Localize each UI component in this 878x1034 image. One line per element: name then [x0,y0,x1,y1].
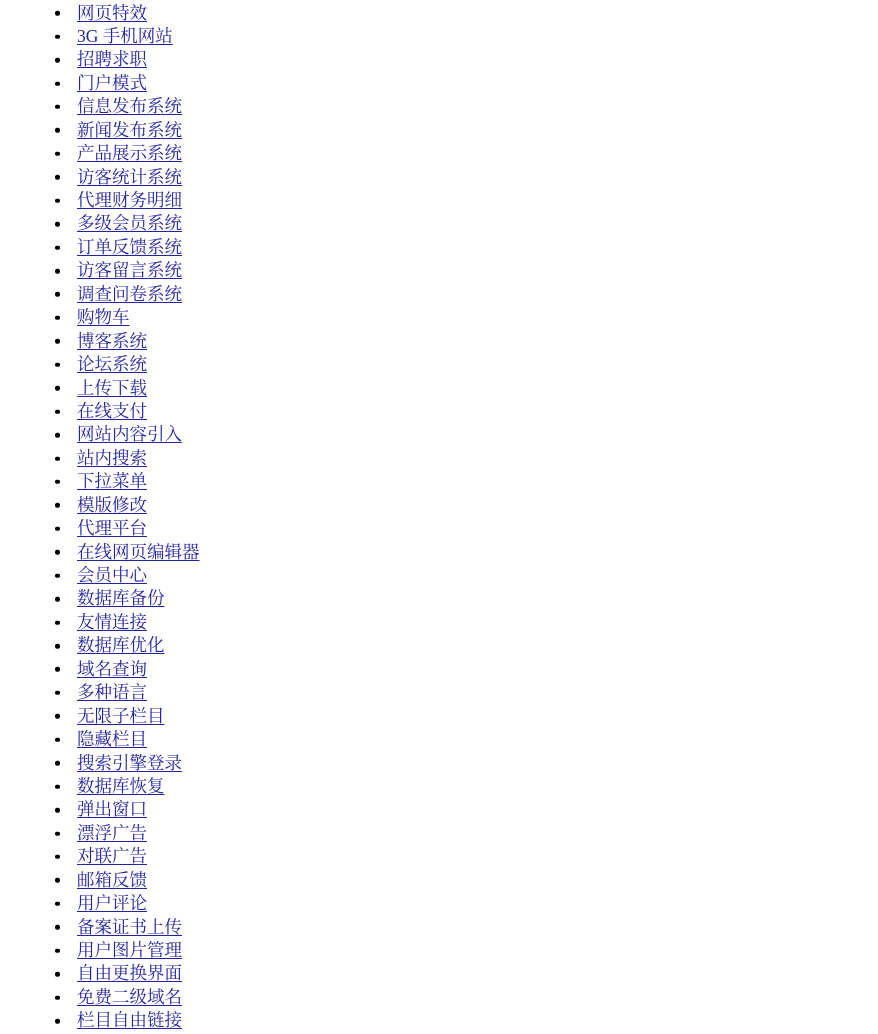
feature-link[interactable]: 调查问卷系统 [77,283,182,304]
feature-list [0,2,878,1033]
bullet-icon [55,831,60,836]
list-item [0,259,878,282]
list-item [0,541,878,564]
feature-link[interactable]: 论坛系统 [77,354,147,375]
feature-link[interactable]: 产品展示系统 [77,143,182,164]
list-item [0,447,878,470]
list-item [0,470,878,493]
bullet-icon [55,925,60,930]
bullet-icon [55,386,60,391]
feature-link[interactable]: 域名查询 [77,658,147,679]
list-item [0,939,878,962]
feature-link[interactable]: 下拉菜单 [77,471,147,492]
list-item [0,189,878,212]
bullet-icon [55,292,60,297]
list-item [0,728,878,751]
bullet-icon [55,644,60,649]
list-item [0,798,878,821]
bullet-icon [55,761,60,766]
feature-link[interactable]: 站内搜索 [77,447,147,468]
feature-link[interactable]: 数据库备份 [77,588,165,609]
feature-link[interactable]: 备案证书上传 [77,916,182,937]
feature-link[interactable]: 无限子栏目 [77,705,165,726]
list-item [0,236,878,259]
bullet-icon [55,784,60,789]
list-item [0,353,878,376]
list-item [0,869,878,892]
list-item [0,705,878,728]
bullet-icon [55,58,60,63]
list-item [0,986,878,1009]
list-item [0,892,878,915]
list-item [0,494,878,517]
bullet-icon [55,152,60,157]
list-item [0,845,878,868]
list-item [0,166,878,189]
bullet-icon [55,339,60,344]
list-item [0,775,878,798]
feature-link[interactable]: 访客统计系统 [77,166,182,187]
feature-link[interactable]: 订单反馈系统 [77,236,182,257]
bullet-icon [55,948,60,953]
list-item [0,1009,878,1032]
bullet-icon [55,995,60,1000]
feature-link[interactable]: 网页特效 [77,2,147,23]
list-item [0,611,878,634]
bullet-icon [55,902,60,907]
feature-link[interactable]: 邮箱反馈 [77,869,147,890]
list-item [0,564,878,587]
bullet-icon [55,34,60,39]
bullet-icon [55,667,60,672]
bullet-icon [55,597,60,602]
feature-link[interactable]: 新闻发布系统 [77,119,182,140]
list-item [0,681,878,704]
list-item [0,377,878,400]
list-item [0,283,878,306]
bullet-icon [55,808,60,813]
feature-link[interactable]: 在线支付 [77,400,147,421]
bullet-icon [55,878,60,883]
bullet-icon [55,409,60,414]
feature-link[interactable]: 访客留言系统 [77,260,182,281]
list-item [0,119,878,142]
feature-link[interactable]: 隐藏栏目 [77,729,147,750]
bullet-icon [55,738,60,743]
feature-link[interactable]: 多种语言 [77,682,147,703]
list-item [0,72,878,95]
list-item [0,212,878,235]
feature-link[interactable]: 招聘求职 [77,49,147,70]
bullet-icon [55,573,60,578]
feature-link[interactable]: 代理平台 [77,518,147,539]
feature-link[interactable]: 模版修改 [77,494,147,515]
bullet-icon [55,433,60,438]
bullet-icon [55,620,60,625]
list-item [0,962,878,985]
bullet-icon [55,363,60,368]
feature-link[interactable]: 栏目自由链接 [77,1010,182,1031]
bullet-icon [55,245,60,250]
feature-link[interactable]: 用户图片管理 [77,940,182,960]
feature-link[interactable]: 自由更换界面 [77,963,182,984]
bullet-icon [55,1019,60,1024]
feature-link[interactable]: 上传下载 [77,377,147,398]
list-item [0,916,878,939]
list-item [0,587,878,610]
feature-link[interactable]: 会员中心 [77,565,147,585]
list-item [0,142,878,165]
bullet-icon [55,550,60,555]
feature-link[interactable]: 博客系统 [77,330,147,351]
feature-link[interactable]: 数据库优化 [77,635,165,656]
bullet-icon [55,81,60,86]
list-item [0,306,878,329]
feature-link[interactable]: 网站内容引入 [77,424,182,445]
bullet-icon [55,316,60,321]
list-item [0,48,878,71]
bullet-icon [55,198,60,203]
feature-link[interactable]: 对联广告 [77,846,147,867]
bullet-icon [55,972,60,977]
list-item [0,658,878,681]
feature-link[interactable]: 免费二级域名 [77,986,182,1007]
feature-link[interactable]: 在线网页编辑器 [77,541,200,562]
bullet-icon [55,480,60,485]
bullet-icon [55,128,60,133]
bullet-icon [55,222,60,227]
list-item [0,634,878,657]
bullet-icon [55,175,60,180]
bullet-icon [55,456,60,461]
feature-link[interactable]: 门户模式 [77,72,147,93]
bullet-icon [55,691,60,696]
bullet-icon [55,503,60,508]
list-item [0,2,878,25]
feature-link[interactable]: 3G 手机网站 [77,25,173,46]
bullet-icon [55,105,60,110]
feature-link[interactable]: 多级会员系统 [77,213,182,234]
bullet-icon [55,269,60,274]
feature-link[interactable]: 用户评论 [77,893,147,914]
bullet-icon [55,714,60,719]
feature-link[interactable]: 信息发布系统 [77,96,182,117]
bullet-icon [55,527,60,532]
bullet-icon [55,11,60,16]
feature-link[interactable]: 购物车 [77,307,130,328]
feature-link[interactable]: 数据库恢复 [77,775,165,796]
bullet-icon [55,855,60,860]
feature-link[interactable]: 友情连接 [77,611,147,632]
list-item [0,330,878,353]
feature-link[interactable]: 漂浮广告 [77,822,147,843]
feature-link[interactable]: 代理财务明细 [77,190,182,210]
list-item [0,822,878,845]
list-item [0,752,878,775]
list-item [0,400,878,423]
list-item [0,423,878,446]
feature-link[interactable]: 搜索引擎登录 [77,752,182,773]
list-item [0,95,878,118]
list-item [0,25,878,48]
feature-link[interactable]: 弹出窗口 [77,799,147,820]
list-item [0,517,878,540]
